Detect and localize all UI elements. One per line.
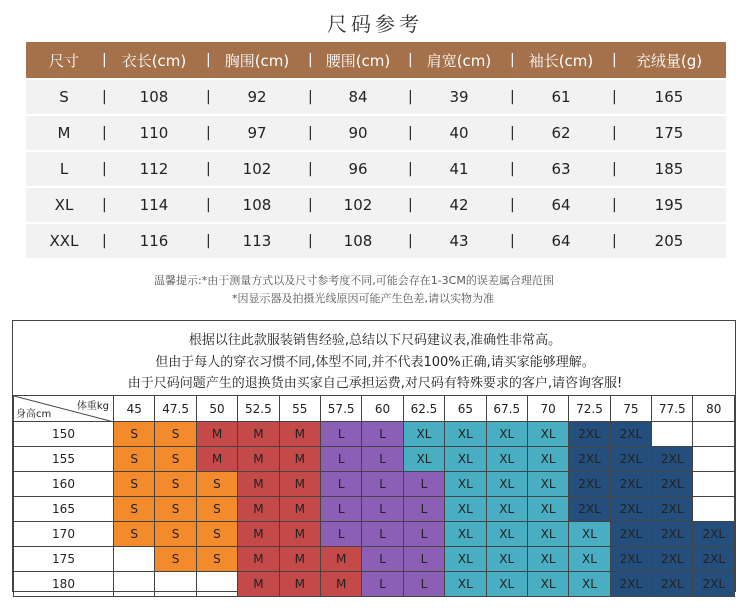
size-cell-length: | 112 xyxy=(102,160,206,178)
weight-header: 57.5 xyxy=(320,396,361,422)
size-recommendation-cell: L xyxy=(362,422,403,447)
size-recommendation-cell: 2XL xyxy=(693,572,735,597)
height-row xyxy=(14,422,735,447)
size-recommendation-cell: XL xyxy=(445,572,486,597)
weight-header: 55 xyxy=(279,396,320,422)
size-recommendation-cell: XL xyxy=(445,497,486,522)
size-cell-chest: | 97 xyxy=(206,124,308,142)
note-measurement: 温馨提示:*由于测量方式以及尺寸参考度不同,可能会存在1-3CM的误差属合理范围 xyxy=(154,274,554,287)
size-cell-length: | 116 xyxy=(102,232,206,250)
size-recommendation-cell: L xyxy=(320,447,361,472)
size-recommendation-cell: L xyxy=(320,472,361,497)
size-recommendation-cell: S xyxy=(114,447,155,472)
height-row xyxy=(14,472,735,497)
size-recommendation-cell: S xyxy=(155,447,196,472)
size-cell-shoulder: | 42 xyxy=(408,196,510,214)
size-recommendation-cell: 2XL xyxy=(610,497,651,522)
size-recommendation-cell: XL xyxy=(569,547,610,572)
size-recommendation-cell: S xyxy=(155,547,196,572)
size-recommendation-cell xyxy=(114,572,155,597)
size-recommendation-cell: S xyxy=(196,522,237,547)
height-label: 160 xyxy=(14,472,114,497)
size-cell-length: | 110 xyxy=(102,124,206,142)
size-cell-size: L xyxy=(59,160,69,178)
grid-corner xyxy=(14,396,114,422)
size-row xyxy=(26,188,726,222)
size-recommendation-cell: S xyxy=(155,522,196,547)
size-cell-chest: | 102 xyxy=(206,160,308,178)
weight-header: 75 xyxy=(610,396,651,422)
size-row xyxy=(26,224,726,258)
size-recommendation-cell: M xyxy=(238,497,279,522)
recommendation-grid xyxy=(13,395,735,597)
size-recommendation-cell: 2XL xyxy=(610,472,651,497)
size-recommendation-cell: M xyxy=(238,447,279,472)
weight-header: 65 xyxy=(445,396,486,422)
size-recommendation-cell: S xyxy=(114,522,155,547)
size-recommendation-cell: L xyxy=(320,422,361,447)
size-cell-sleeve: | 64 xyxy=(510,196,612,214)
size-recommendation-cell: S xyxy=(155,497,196,522)
size-recommendation-cell: L xyxy=(403,572,444,597)
weight-header: 62.5 xyxy=(403,396,444,422)
size-recommendation-cell: 2XL xyxy=(610,572,651,597)
size-recommendation-cell: S xyxy=(196,547,237,572)
size-recommendation-cell: M xyxy=(279,547,320,572)
size-recommendation-cell: L xyxy=(320,497,361,522)
size-recommendation-cell: XL xyxy=(445,522,486,547)
size-recommendation-cell: L xyxy=(403,472,444,497)
size-recommendation-cell xyxy=(652,422,693,447)
size-recommendation-cell: XL xyxy=(486,522,527,547)
size-row xyxy=(26,80,726,114)
note-color: *因显示器及拍摄光线原因可能产生色差,请以实物为准 xyxy=(232,292,494,305)
size-recommendation-cell: M xyxy=(238,572,279,597)
size-table xyxy=(26,42,726,258)
size-cell-chest: | 92 xyxy=(206,88,308,106)
size-recommendation-cell: 2XL xyxy=(569,497,610,522)
size-cell-size: M xyxy=(57,124,71,142)
size-recommendation-cell: XL xyxy=(527,472,568,497)
weight-header: 77.5 xyxy=(652,396,693,422)
weight-header: 67.5 xyxy=(486,396,527,422)
size-recommendation-cell xyxy=(693,472,735,497)
size-recommendation-cell xyxy=(196,572,237,597)
height-label: 175 xyxy=(14,547,114,572)
size-cell-fill: | 165 xyxy=(612,88,726,106)
size-recommendation-cell: S xyxy=(196,497,237,522)
header-waist: | 腰围(cm) xyxy=(308,50,408,71)
recommendation-intro-3: 由于尺码问题产生的退换货由买家自己承担运费,对尺码有特殊要求的客户,请咨询客服! xyxy=(127,376,623,391)
size-recommendation-cell: 2XL xyxy=(610,522,651,547)
size-cell-size: S xyxy=(59,88,69,106)
header-shoulder: | 肩宽(cm) xyxy=(408,50,510,71)
size-recommendation-cell: 2XL xyxy=(652,572,693,597)
size-cell-waist: | 102 xyxy=(308,196,408,214)
height-row xyxy=(14,447,735,472)
size-recommendation-cell: 2XL xyxy=(652,497,693,522)
header-fill: | 充绒量(g) xyxy=(612,50,726,71)
size-recommendation-cell: M xyxy=(320,547,361,572)
size-cell-fill: | 195 xyxy=(612,196,726,214)
weight-header: 60 xyxy=(362,396,403,422)
height-row xyxy=(14,522,735,547)
size-recommendation-cell xyxy=(114,547,155,572)
size-recommendation-cell: M xyxy=(238,422,279,447)
size-cell-sleeve: | 64 xyxy=(510,232,612,250)
size-cell-shoulder: | 41 xyxy=(408,160,510,178)
size-recommendation-cell: S xyxy=(196,472,237,497)
height-row xyxy=(14,497,735,522)
size-cell-sleeve: | 61 xyxy=(510,88,612,106)
size-cell-size: XXL xyxy=(49,232,79,250)
size-recommendation-cell: L xyxy=(320,522,361,547)
size-recommendation-cell: XL xyxy=(445,472,486,497)
size-recommendation-cell: XL xyxy=(486,572,527,597)
size-recommendation-cell: S xyxy=(114,422,155,447)
size-recommendation-cell: XL xyxy=(486,447,527,472)
size-cell-sleeve: | 62 xyxy=(510,124,612,142)
size-recommendation-cell: XL xyxy=(527,522,568,547)
size-recommendation-cell: 2XL xyxy=(652,447,693,472)
size-recommendation-cell: M xyxy=(238,522,279,547)
size-cell-fill: | 205 xyxy=(612,232,726,250)
size-recommendation-cell: XL xyxy=(403,422,444,447)
size-recommendation-cell: 2XL xyxy=(610,547,651,572)
size-recommendation-cell: XL xyxy=(569,572,610,597)
size-row xyxy=(26,152,726,186)
height-label: 165 xyxy=(14,497,114,522)
size-recommendation-cell: 2XL xyxy=(693,522,735,547)
size-recommendation-cell: XL xyxy=(527,497,568,522)
weight-header: 70 xyxy=(527,396,568,422)
size-recommendation-cell xyxy=(693,497,735,522)
size-cell-shoulder: | 39 xyxy=(408,88,510,106)
size-recommendation-cell: L xyxy=(362,572,403,597)
header-length: | 衣长(cm) xyxy=(102,50,206,71)
size-recommendation-cell: 2XL xyxy=(652,472,693,497)
size-recommendation-cell: M xyxy=(238,547,279,572)
size-recommendation-cell: M xyxy=(279,497,320,522)
size-recommendation-cell xyxy=(155,572,196,597)
header-chest: | 胸围(cm) xyxy=(206,50,308,71)
height-axis-label: 身高cm xyxy=(16,409,52,420)
size-recommendation-cell: XL xyxy=(486,472,527,497)
size-cell-fill: | 185 xyxy=(612,160,726,178)
size-cell-shoulder: | 40 xyxy=(408,124,510,142)
size-cell-shoulder: | 43 xyxy=(408,232,510,250)
size-recommendation-cell: S xyxy=(155,472,196,497)
size-recommendation-cell: M xyxy=(279,422,320,447)
page-title: 尺码参考 xyxy=(327,12,423,36)
weight-header: 45 xyxy=(114,396,155,422)
size-recommendation-cell: 2XL xyxy=(610,447,651,472)
size-recommendation-cell: 2XL xyxy=(652,522,693,547)
height-label: 170 xyxy=(14,522,114,547)
height-row xyxy=(14,547,735,572)
size-cell-length: | 114 xyxy=(102,196,206,214)
size-recommendation-cell: 2XL xyxy=(693,547,735,572)
recommendation-intro-2: 但由于每人的穿衣习惯不同,体型不同,并不代表100%正确,请买家能够理解。 xyxy=(155,355,595,370)
size-recommendation-cell: XL xyxy=(445,547,486,572)
size-cell-waist: | 84 xyxy=(308,88,408,106)
size-recommendation-cell: M xyxy=(320,572,361,597)
weight-axis-label: 体重kg xyxy=(76,401,110,412)
size-recommendation-cell: M xyxy=(279,447,320,472)
size-recommendation-cell xyxy=(693,447,735,472)
size-recommendation-cell: M xyxy=(279,522,320,547)
size-recommendation-cell: XL xyxy=(486,497,527,522)
size-recommendation-cell: 2XL xyxy=(569,472,610,497)
size-recommendation-cell: M xyxy=(196,422,237,447)
size-recommendation-cell: M xyxy=(279,572,320,597)
size-recommendation-cell xyxy=(693,422,735,447)
size-recommendation-cell: S xyxy=(114,472,155,497)
size-recommendation-cell: 2XL xyxy=(569,422,610,447)
size-row xyxy=(26,116,726,150)
size-recommendation-cell: S xyxy=(155,422,196,447)
size-recommendation-cell: M xyxy=(238,472,279,497)
size-cell-waist: | 108 xyxy=(308,232,408,250)
size-recommendation-cell: L xyxy=(403,497,444,522)
size-recommendation-cell: XL xyxy=(527,572,568,597)
size-recommendation-cell: 2XL xyxy=(569,447,610,472)
weight-header: 72.5 xyxy=(569,396,610,422)
size-recommendation-cell: S xyxy=(114,497,155,522)
size-recommendation-cell: XL xyxy=(486,547,527,572)
size-recommendation-cell: XL xyxy=(403,447,444,472)
size-cell-chest: | 108 xyxy=(206,196,308,214)
height-label: 180 xyxy=(14,572,114,597)
size-recommendation-cell: XL xyxy=(445,447,486,472)
size-recommendation-cell: 2XL xyxy=(610,422,651,447)
size-cell-fill: | 175 xyxy=(612,124,726,142)
weight-header-row xyxy=(14,396,735,422)
size-recommendation-box xyxy=(12,320,736,592)
height-label: 155 xyxy=(14,447,114,472)
weight-header: 50 xyxy=(196,396,237,422)
size-recommendation-cell: L xyxy=(403,547,444,572)
size-recommendation-cell: L xyxy=(362,547,403,572)
size-recommendation-cell: 2XL xyxy=(652,547,693,572)
header-size: 尺寸 xyxy=(48,51,79,70)
size-recommendation-cell: L xyxy=(362,522,403,547)
size-recommendation-cell: XL xyxy=(527,447,568,472)
size-recommendation-cell: XL xyxy=(445,422,486,447)
size-recommendation-cell: XL xyxy=(527,422,568,447)
recommendation-intro-1: 根据以往此款服装销售经验,总结以下尺码建议表,准确性非常高。 xyxy=(188,333,562,348)
size-cell-length: | 108 xyxy=(102,88,206,106)
size-table-header xyxy=(26,42,726,78)
size-cell-sleeve: | 63 xyxy=(510,160,612,178)
size-cell-waist: | 96 xyxy=(308,160,408,178)
size-cell-chest: | 113 xyxy=(206,232,308,250)
weight-header: 52.5 xyxy=(238,396,279,422)
size-cell-waist: | 90 xyxy=(308,124,408,142)
size-recommendation-cell: XL xyxy=(569,522,610,547)
header-sleeve: | 袖长(cm) xyxy=(510,50,612,71)
size-recommendation-cell: L xyxy=(403,522,444,547)
size-cell-size: XL xyxy=(54,196,74,214)
weight-header: 80 xyxy=(693,396,735,422)
size-recommendation-cell: L xyxy=(362,472,403,497)
size-recommendation-cell: XL xyxy=(527,547,568,572)
size-recommendation-cell: M xyxy=(196,447,237,472)
height-row xyxy=(14,572,735,597)
size-recommendation-cell: M xyxy=(279,472,320,497)
weight-header: 47.5 xyxy=(155,396,196,422)
size-recommendation-cell: L xyxy=(362,447,403,472)
size-recommendation-cell: XL xyxy=(486,422,527,447)
height-label: 150 xyxy=(14,422,114,447)
size-recommendation-cell: L xyxy=(362,497,403,522)
